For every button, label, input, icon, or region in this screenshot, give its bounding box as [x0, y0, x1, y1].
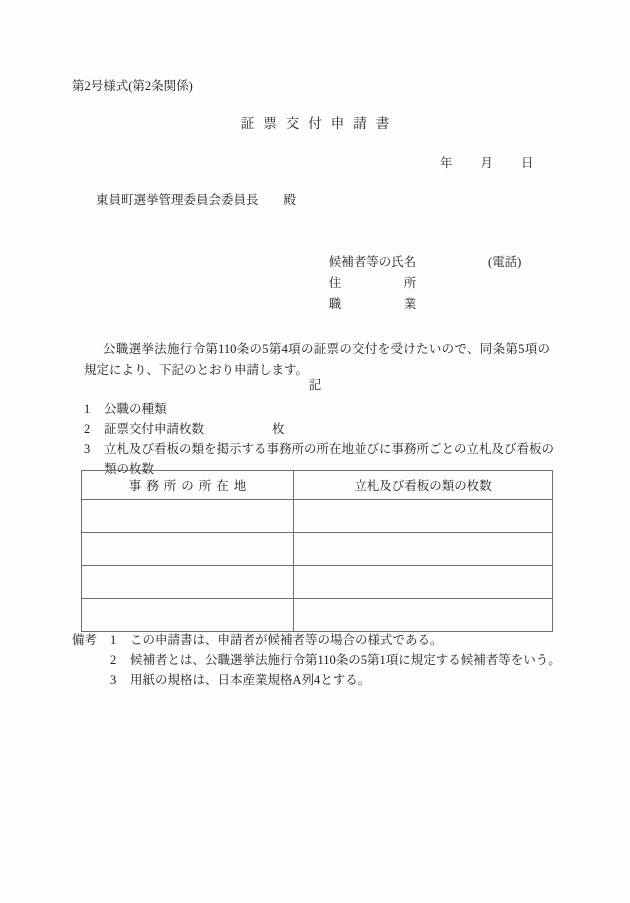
applicant-name-row [310, 231, 417, 269]
column-header-count-label: 立札及び看板の類の枚数 [354, 479, 492, 493]
remarks-section [72, 630, 562, 690]
cell-count[interactable] [294, 599, 553, 632]
applicant-address-row [310, 252, 522, 290]
date-line: 年 月 日 [440, 156, 535, 170]
applicant-block [310, 231, 522, 311]
item-unit: 枚 [272, 422, 285, 436]
table-row [82, 566, 553, 599]
table-row [82, 533, 553, 566]
office-location-table [81, 470, 553, 632]
item-label: 立札及び看板の類を掲示する事務所の所在地並びに事務所ごとの立札及び看板の類の枚数 [104, 442, 555, 476]
item-number: 2 [84, 422, 91, 436]
column-header-location [82, 471, 294, 500]
addressee-line: 東員町選挙管理委員会委員長 殿 [96, 193, 297, 207]
remarks-item-text: この申請書は、申請者が候補者等の場合の様式である。 [130, 633, 443, 647]
remarks-item [72, 670, 562, 690]
remarks-label: 備考 [72, 633, 98, 647]
table-row [82, 599, 553, 632]
applicant-occupation-label: 職 業 [328, 297, 417, 311]
remarks-item-text: 候補者とは、公職選挙法施行令第110条の5第1項に規定する候補者等をいう。 [130, 653, 561, 667]
applicant-phone-label: (電話) [488, 255, 522, 269]
item-label: 証票交付申請枚数 [104, 422, 205, 436]
item-label: 公職の種類 [104, 402, 167, 416]
document-title: 証票交付申請書 [240, 116, 399, 131]
list-item-certificate-count [84, 419, 554, 439]
cell-location[interactable] [82, 566, 294, 599]
application-statement: 公職選挙法施行令第110条の5第4項の証票の交付を受けたいので、同条第5項の規定により、下記のとおり申請します。 [84, 342, 550, 377]
applicant-occupation-row [310, 273, 417, 311]
cell-count[interactable] [294, 500, 553, 533]
column-header-count [294, 471, 553, 500]
cell-location[interactable] [82, 533, 294, 566]
remarks-list [72, 630, 562, 690]
column-header-location-label: 事務所の所在地 [128, 479, 252, 493]
cell-count[interactable] [294, 566, 553, 599]
remarks-item-number: 2 [110, 653, 117, 667]
item-number: 1 [84, 402, 91, 416]
cell-location[interactable] [82, 500, 294, 533]
remarks-item-text: 用紙の規格は、日本産業規格A列4とする。 [130, 673, 371, 687]
remarks-item-number: 1 [110, 633, 117, 647]
remarks-item-number: 3 [110, 673, 117, 687]
applicant-address-label: 住 所 [328, 276, 417, 290]
ki-mark: 記 [308, 378, 322, 392]
cell-count[interactable] [294, 533, 553, 566]
item-number: 3 [84, 442, 91, 456]
table-row [82, 500, 553, 533]
remarks-item [72, 650, 562, 670]
cell-location[interactable] [82, 599, 294, 632]
table-header-row [82, 471, 553, 500]
list-item-public-office-type [84, 399, 554, 419]
applicant-name-label: 候補者等の氏名 [328, 255, 417, 269]
remarks-item [72, 630, 562, 650]
form-number: 第2号様式(第2条関係) [72, 79, 193, 93]
